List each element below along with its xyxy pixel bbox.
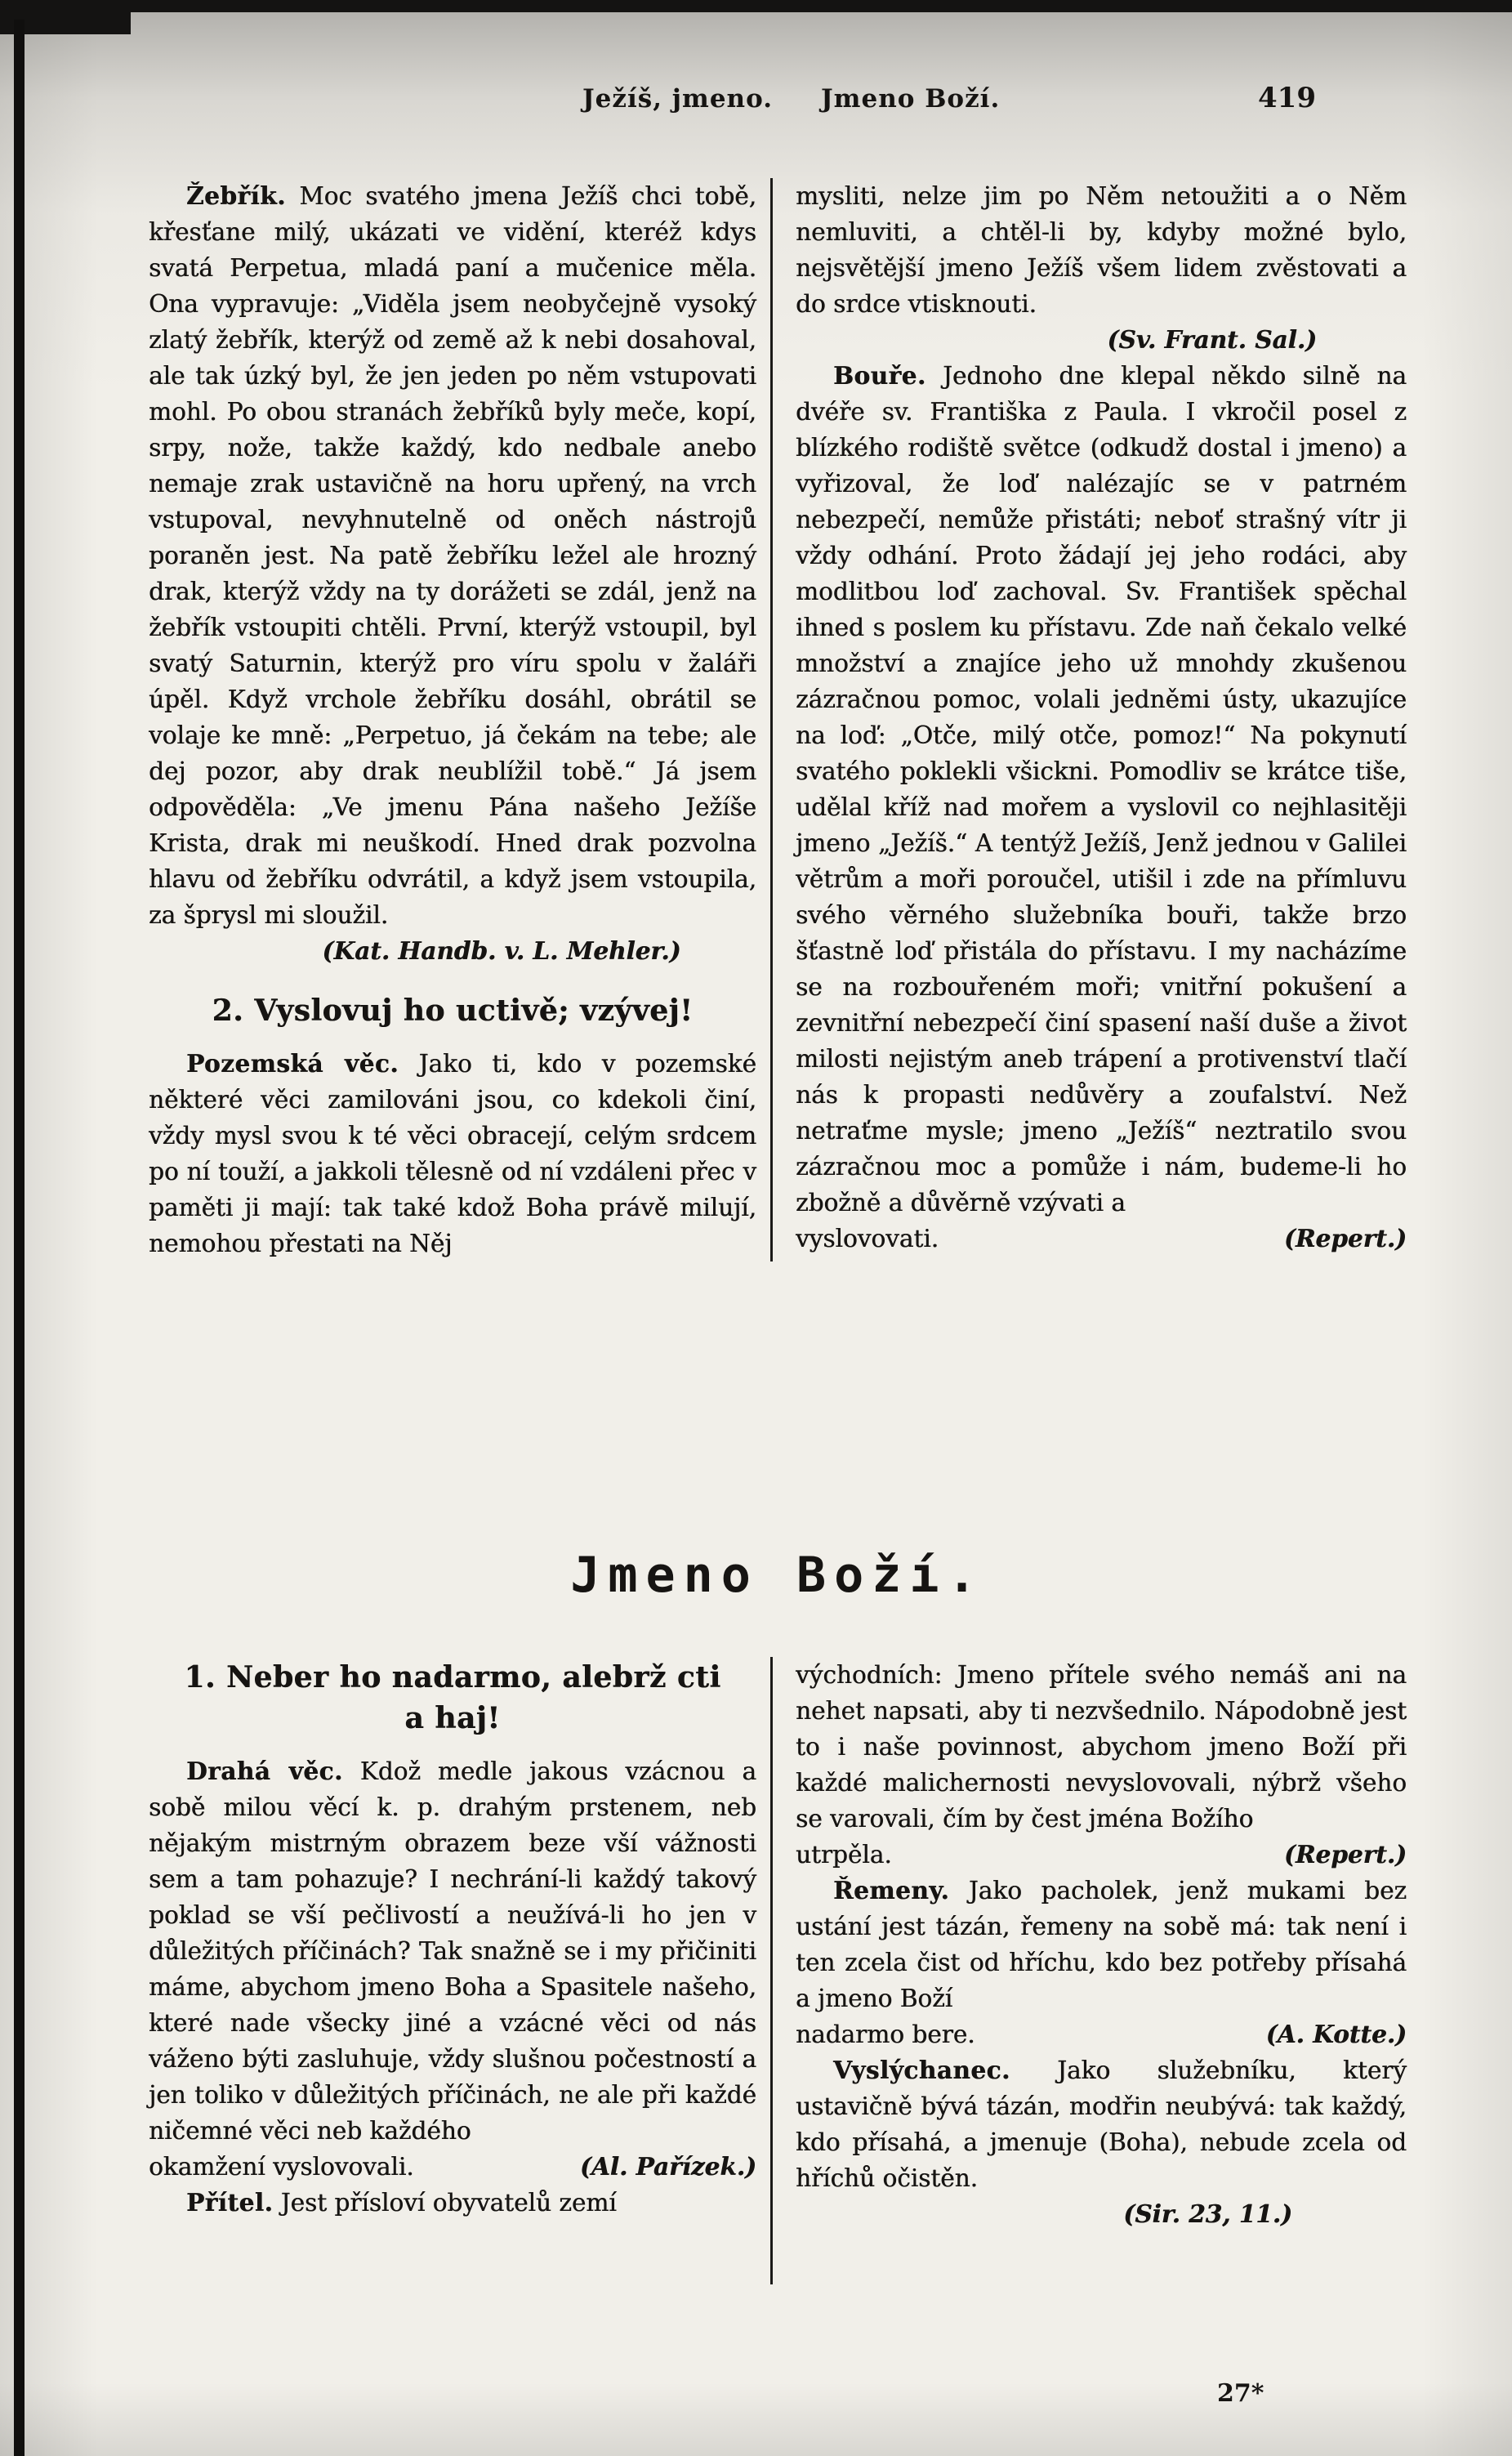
entry-zebrik bbox=[149, 178, 756, 933]
bottom-left-column bbox=[149, 1657, 756, 2284]
heading-vyslovuj: 2. Vyslovuj ho uctivě; vzývej! bbox=[212, 994, 694, 1028]
entry-pozemska-vec-lead: Pozemská věc. bbox=[186, 1049, 399, 1078]
attribution-mehler: (Kat. Handb. v. L. Mehler.) bbox=[322, 936, 681, 965]
scan-top-edge bbox=[0, 0, 1512, 12]
entry-remeny bbox=[796, 1873, 1407, 2016]
attribution-kotte: (A. Kotte.) bbox=[1265, 2020, 1407, 2048]
entry-boure bbox=[796, 358, 1407, 1221]
attribution-repert-top: (Repert.) bbox=[1283, 1224, 1407, 1253]
remeny-last-line bbox=[796, 2016, 1407, 2052]
remeny-last-words: nadarmo bere. bbox=[796, 2021, 975, 2048]
entry-remeny-lead: Řemeny. bbox=[833, 1876, 950, 1905]
entry-pritel bbox=[149, 2185, 756, 2221]
pritel-last-line bbox=[796, 1837, 1407, 1873]
entry-pritel-lead: Přítel. bbox=[186, 2188, 274, 2217]
pritel-continuation-text: východních: Jmeno přítele svého nemáš ani na nehet napsati, aby ti nezvšednilo. Nápodobně jest to i naše povinnost, abychom jmeno Boží při každé malichernosti nevyslovovali, nýbrž všeho se varovali, čím by čest jména Božího bbox=[796, 1661, 1407, 1833]
pritel-last-word: utrpěla. bbox=[796, 1841, 892, 1869]
signature-mark: 27* bbox=[1217, 2379, 1264, 2408]
entry-pozemska-vec-text: Jako ti, kdo v pozemské některé věci zamilováni jsou, co kdekoli činí, vždy mysl svou k té věci obracejí, celým srdcem po ní touží, a jakkoli tělesně od ní vzdáleni přec v paměti ji mají: tak také kdož Boha právě milují, nemohou přestati na Něj bbox=[149, 1050, 756, 1257]
attribution-frant-sal: (Sv. Frant. Sal.) bbox=[1107, 325, 1317, 354]
top-left-column bbox=[149, 178, 756, 1261]
column-divider-bottom bbox=[770, 1657, 773, 2284]
attribution-sirach: (Sir. 23, 11.) bbox=[1123, 2199, 1292, 2228]
entry-pozemska-vec bbox=[149, 1046, 756, 1261]
entry-pritel-text: Jest přísloví obyvatelů zemí bbox=[280, 2189, 617, 2217]
column-divider-top bbox=[770, 178, 773, 1261]
entry-vyslychanec-lead: Vyslýchanec. bbox=[833, 2056, 1010, 2084]
entry-draha-vec-text: Kdož medle jakous vzácnou a sobě milou věcí k. p. drahým prstenem, neb nějakým mistrným obrazem beze vší vážnosti sem a tam pohazuje? I nechrání-li každý takový poklad se vší pečlivostí a neužívá-li ho jen v důležitých příčinách? Tak snažně se i my přičiniti máme, abychom jmeno Boha a Spasitele našeho, které nade všecky jiné a vzácné věci od nás váženo býti zasluhuje, vždy slušnou počestností a jen toliko v důležitých příčinách, ne ale při každé ničemné věci neb každého bbox=[149, 1757, 756, 2145]
entry-boure-text: Jednoho dne klepal někdo silně na dvéře sv. Františka z Paula. I vkročil posel z blízkého rodiště světce (odkudž dostal i jmeno) a vyřizoval, že loď nalézajíc se v patrném nebezpečí, nemůže přistáti; neboť strašný vítr ji vždy odhání. Proto žádají jej jeho rodáci, aby modlitbou loď zachoval. Sv. František spěchal ihned s poslem ku přístavu. Zde naň čekalo velké množství a znajíce jeho už mnohdy zkušenou zázračnou pomoc, volali jedněmi ústy, ukazujíce na loď: „Otče, milý otče, pomoz!“ Na pokynutí svatého poklekli všickni. Pomodliv se krátce tiše, udělal kříž nad mořem a vyslovil co nejhlasitěji jmeno „Ježíš.“ A tentýž Ježíš, Jenž jednou v Galilei větrům a moři poroučel, utišil i zde na přímluvu svého věrného služebníka bouři, takže brzo šťastně loď přistála do přístavu. I my nacházíme se na rozbouřeném moři; vnitřní pokušení a zevnitřní nebezpečí činí spasení naší duše a život milosti nejistým aneb trápení a protivenství tlačí nás k propasti nedůvěry a zoufalství. Než netraťme mysle; jmeno „Ježíš“ neztratilo svou zázračnou moc a pomůže i nám, budeme-li ho zbožně a důvěrně vzývati a bbox=[796, 362, 1407, 1217]
page-number: 419 bbox=[1258, 82, 1316, 114]
entry-draha-vec-lead: Drahá věc. bbox=[186, 1757, 343, 1785]
heading-neber-ho-nadarmo bbox=[149, 1657, 756, 1739]
entry-vyslychanec bbox=[796, 2052, 1407, 2196]
draha-vec-last-words: okamžení vyslovovali. bbox=[149, 2153, 414, 2181]
attribution-parizek: (Al. Pařízek.) bbox=[579, 2152, 756, 2181]
attribution-repert-bottom: (Repert.) bbox=[1283, 1840, 1407, 1869]
draha-vec-last-line bbox=[149, 2149, 756, 2185]
continuation-text: mysliti, nelze jim po Něm netoužiti a o Něm nemluviti, a chtěl-li by, kdyby možné bylo, nejsvětější jmeno Ježíš všem lidem zvěstovati a do srdce vtisknouti. bbox=[796, 182, 1407, 318]
bottom-section bbox=[149, 1657, 1407, 2284]
running-title-right: Jmeno Boží. bbox=[821, 84, 1001, 114]
entry-boure-lead: Bouře. bbox=[833, 361, 926, 390]
boure-last-word: vyslovovati. bbox=[796, 1225, 939, 1253]
heading-neber-line2: a haj! bbox=[404, 1701, 501, 1735]
running-title-left: Ježíš, jmeno. bbox=[582, 84, 774, 114]
section-title-jmeno-bozi: Jmeno Boží. bbox=[570, 1547, 985, 1604]
entry-remeny-text: Jako pacholek, jenž mukami bez ustání jest tázán, řemeny na sobě má: tak není i ten zcela čist od hříchu, kdo bez potřeby přísahá a jmeno Boží bbox=[796, 1877, 1407, 2012]
heading-neber-line1: 1. Neber ho nadarmo, alebrž cti bbox=[184, 1660, 721, 1695]
entry-zebrik-text: Moc svatého jmena Ježíš chci tobě, křesťane milý, ukázati ve vidění, kteréž kdys svatá Perpetua, mladá paní a mučenice měla. Ona vypravuje: „Viděla jsem neobyčejně vysoký zlatý žebřík, kterýž od země až k nebi dosahoval, ale tak úzký byl, že jen jeden po něm vstupovati mohl. Po obou stranách žebříků byly meče, kopí, srpy, nože, takže každý, kdo nedbale anebo nemaje zrak ustavičně na horu upřený, na vrch vstupoval, nevyhnutelně od oněch nástrojů poraněn jest. Na patě žebříku ležel ale hrozný drak, kterýž vždy na ty dorážeti se zdál, jenž na žebřík vstoupiti chtěli. První, kterýž vstoupil, byl svatý Saturnin, kterýž pro víru spolu v žaláři úpěl. Když vrchole žebříku dosáhl, obrátil se volaje ke mně: „Perpetuo, já čekám na tebe; ale dej pozor, aby drak neublížil tobě.“ Já jsem odpověděla: „Ve jmenu Pána našeho Ježíše Krista, drak mi neuškodí. Hned drak pozvolna hlavu od žebříku odvrátil, a když jsem vstoupila, za šprysl mi sloužil. bbox=[149, 182, 756, 929]
boure-last-line bbox=[796, 1221, 1407, 1257]
entry-vyslychanec-text: Jako služebníku, který ustavičně bývá tázán, modřin neubývá: tak každý, kdo přísahá, a jmenuje (Boha), nebude zcela od hříchů očistěn. bbox=[796, 2056, 1407, 2192]
entry-draha-vec bbox=[149, 1753, 756, 2149]
entry-zebrik-lead: Žebřík. bbox=[186, 181, 286, 210]
scan-left-gutter-line bbox=[14, 20, 25, 2456]
top-right-column bbox=[796, 178, 1407, 1261]
top-section bbox=[149, 178, 1407, 1261]
bottom-right-column bbox=[796, 1657, 1407, 2284]
